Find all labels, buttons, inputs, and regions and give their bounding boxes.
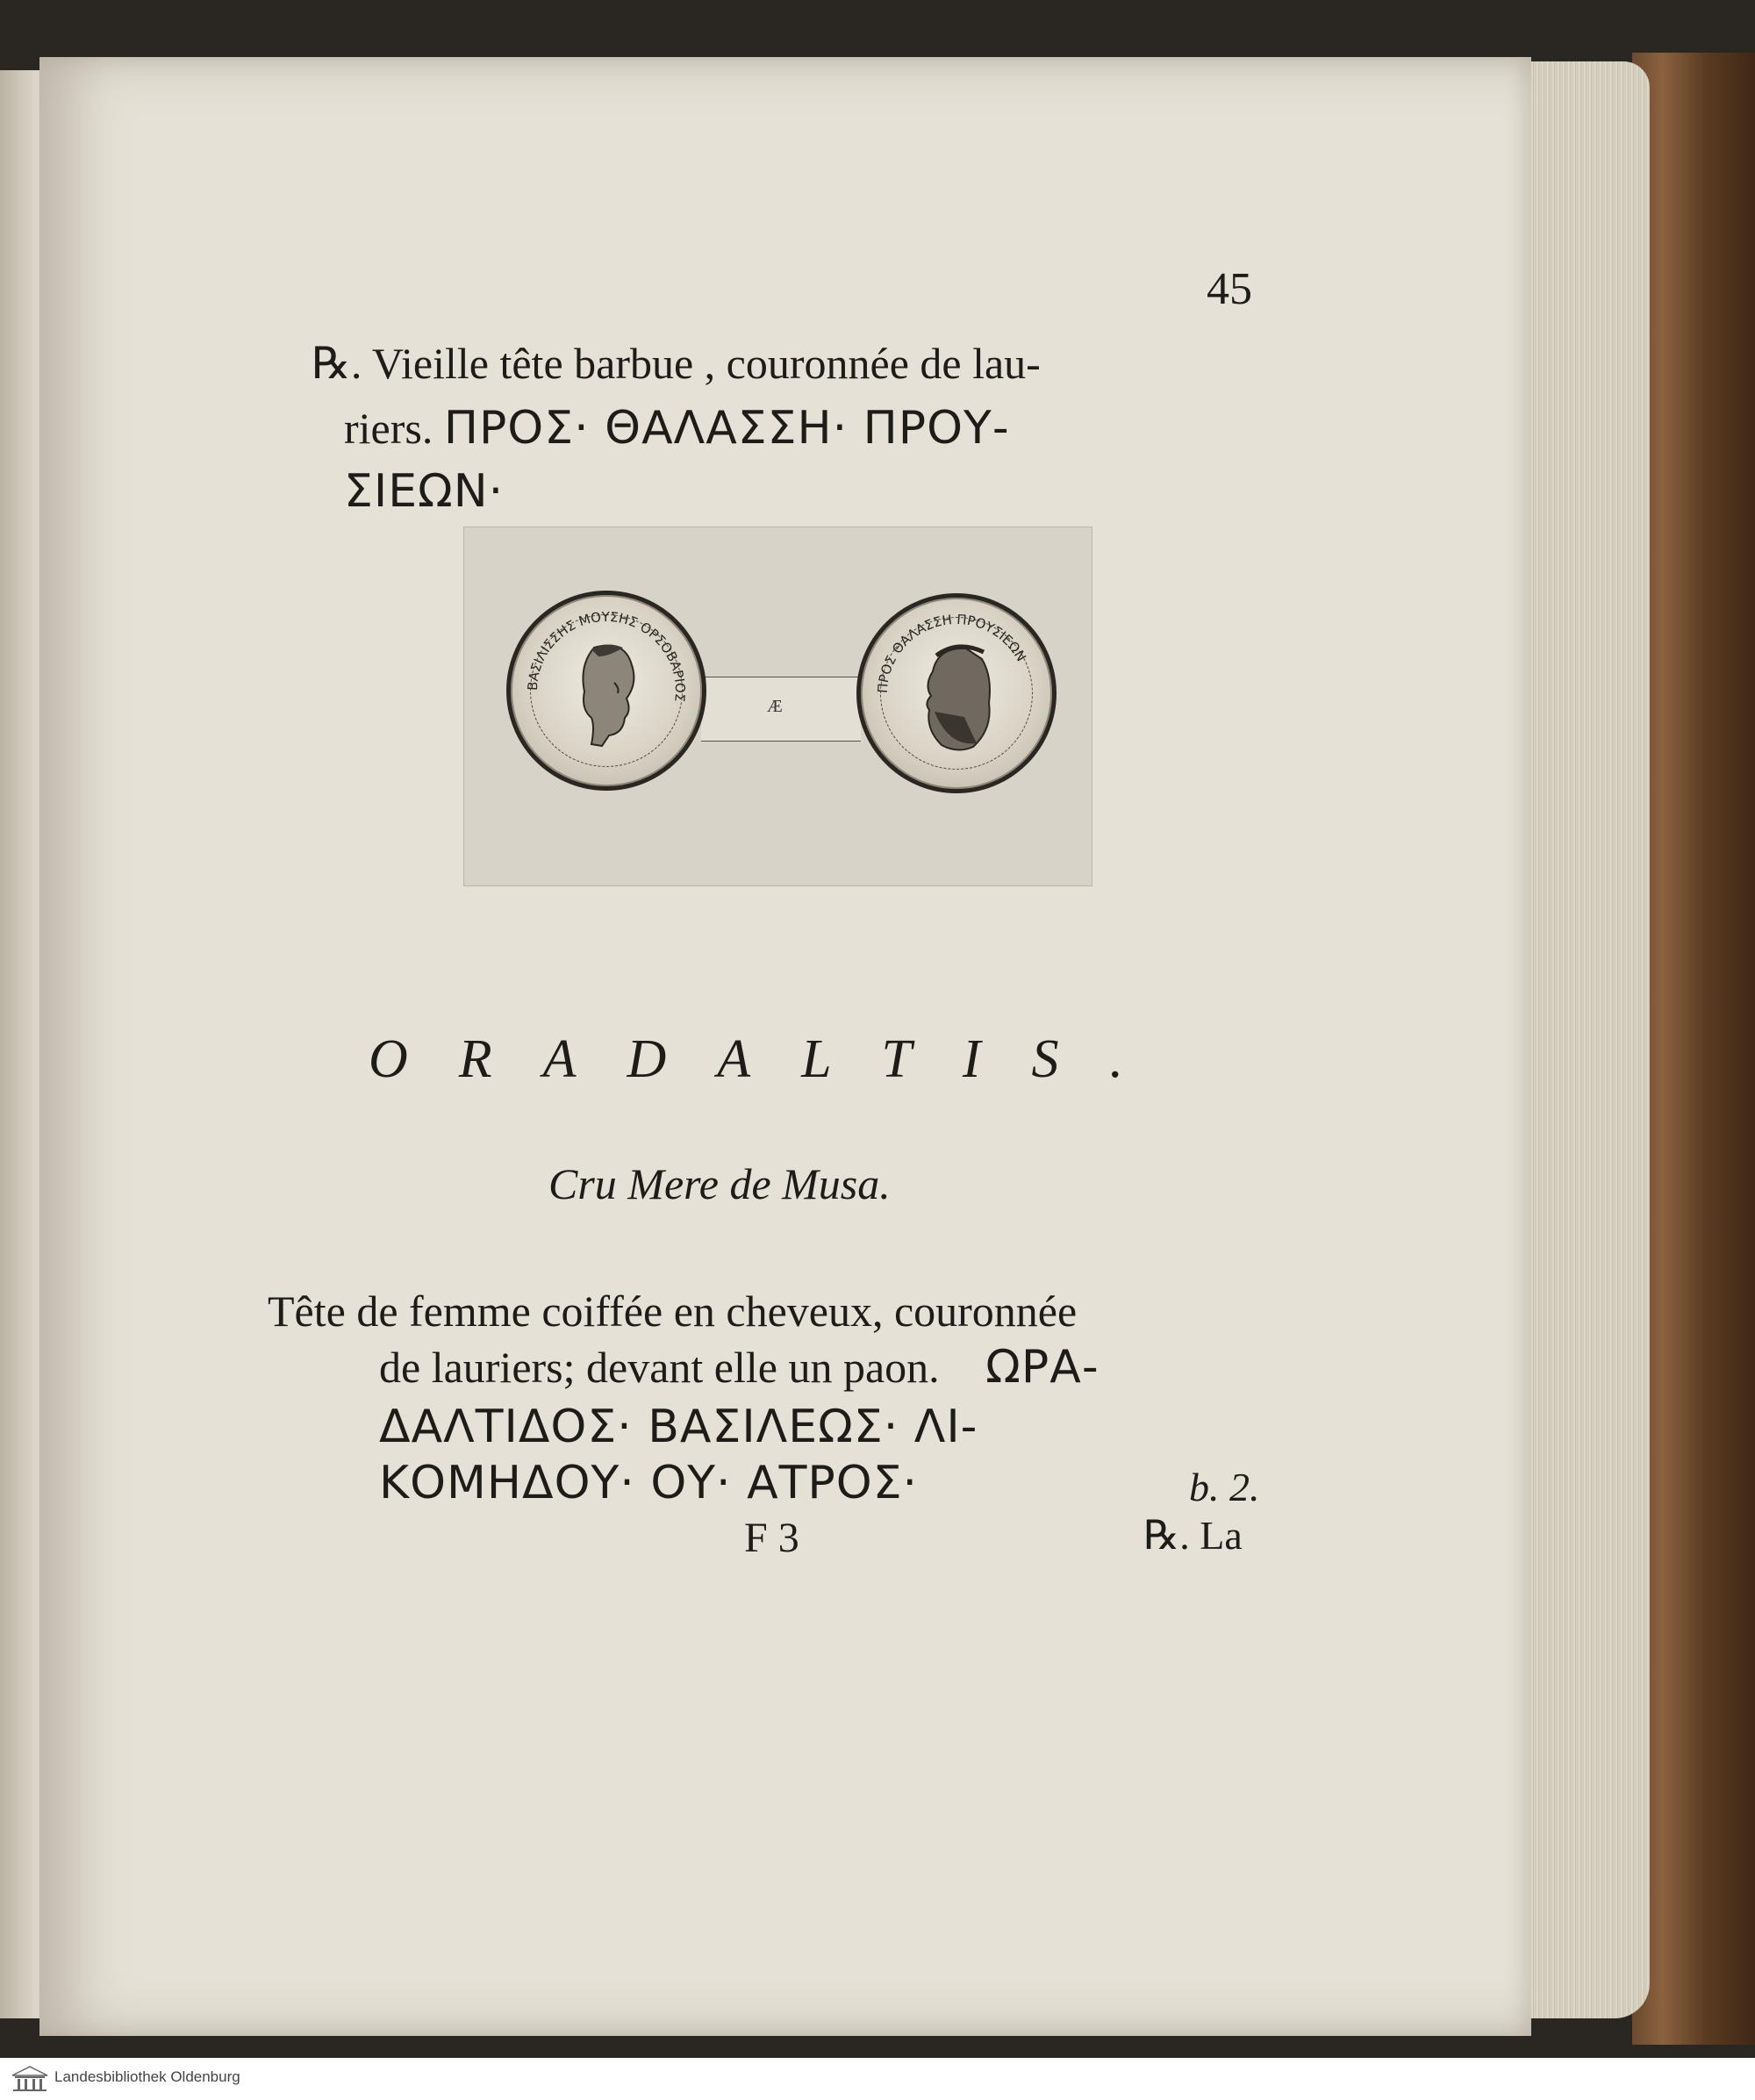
coin-legend-left: ΒΑΣΙΛΙΣΣΗΣ ΜΟΥΣΗΣ ΟΡΣΟΒΑΡΙΟΣ bbox=[524, 608, 689, 703]
entry-line-2 bbox=[344, 402, 1010, 455]
entry-line-1: ℞. Vieille tête barbue , couronnée de lau- bbox=[312, 339, 1041, 388]
coin-plate bbox=[463, 527, 1092, 886]
coin-obverse bbox=[506, 591, 706, 791]
page-edges bbox=[1518, 61, 1650, 2018]
page-number: 45 bbox=[1207, 264, 1252, 314]
entry-2-line-2-latin: de lauriers; devant elle un paon. bbox=[379, 1343, 951, 1392]
entry-2-line-3-greek: ΔΑΛΤΙΔΟΣ· ΒΑΣΙΛΕΩΣ· ΛΙ- bbox=[379, 1401, 978, 1453]
section-subheading: Cru Mere de Musa. bbox=[548, 1159, 891, 1208]
entry-line-3-greek: ΣΙΕΩΝ· bbox=[344, 465, 505, 518]
footer-bar bbox=[0, 2058, 1755, 2100]
book-cover bbox=[1632, 53, 1755, 2045]
catchword: ℞. La bbox=[1143, 1513, 1243, 1558]
coin-legend-right: ΠΡΟΣ ΘΑΛΑΣΣΗ ΠΡΟΥΣΙΕΩΝ bbox=[874, 611, 1030, 694]
entry-line-2-greek: ΠΡΟΣ· ΘΑΛΑΣΣΗ· ΠΡΟΥ- bbox=[443, 402, 1010, 455]
entry-2-line-1: Tête de femme coiffée en cheveux, couronnée bbox=[268, 1287, 1078, 1336]
bearded-head-icon bbox=[861, 598, 1052, 789]
entry-2-line-4-greek: ΚΟΜΗΔΟΥ· ΟΥ· ΑΤΡΟΣ· bbox=[379, 1457, 919, 1509]
plate-label: Æ bbox=[767, 697, 783, 716]
rarity-mark: b. 2. bbox=[1189, 1465, 1260, 1509]
entry-line-2-latin: riers. bbox=[344, 404, 444, 453]
entry-2-line-2-greek: ΩΡΑ- bbox=[985, 1341, 1100, 1394]
library-name: Landesbibliothek Oldenburg bbox=[54, 2068, 240, 2085]
coin-reverse bbox=[856, 593, 1057, 793]
section-heading: ORADALTIS. bbox=[369, 1029, 1175, 1089]
female-head-icon bbox=[511, 595, 702, 786]
signature-mark: F 3 bbox=[744, 1515, 799, 1561]
library-building-icon bbox=[11, 2065, 49, 2093]
entry-2-line-2 bbox=[379, 1341, 1100, 1394]
